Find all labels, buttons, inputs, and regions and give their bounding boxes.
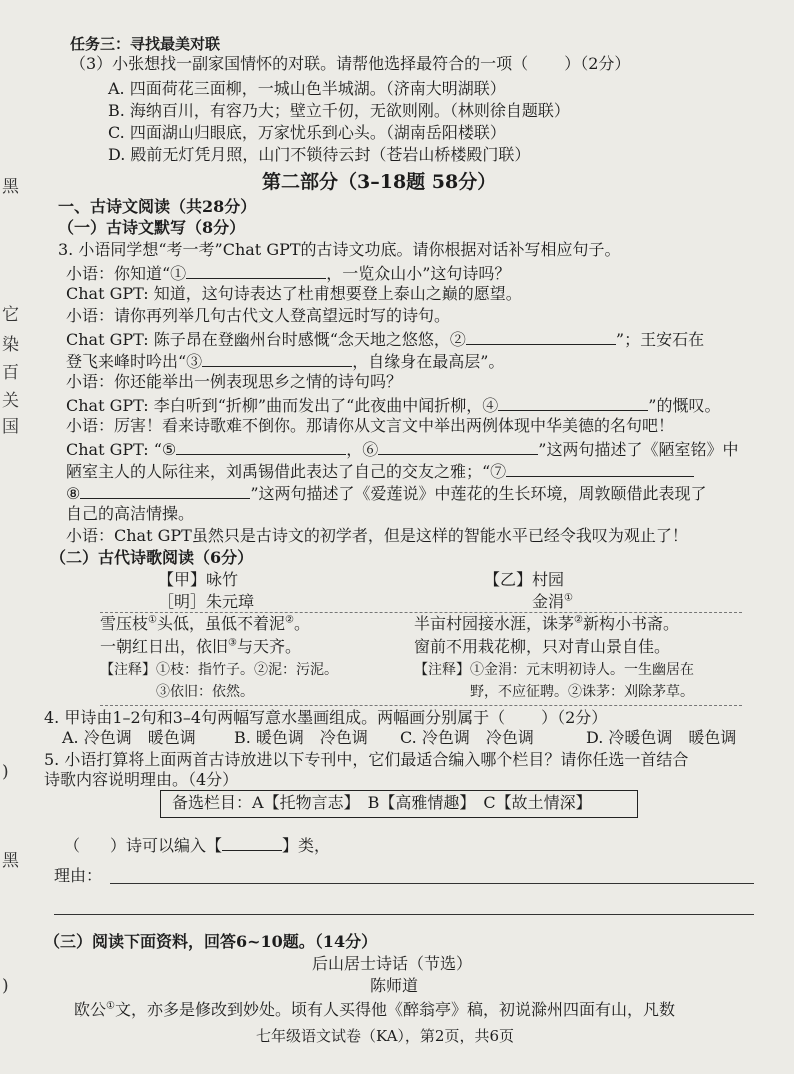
q5-fill-line: （ ）诗可以编入【 】类，	[64, 836, 331, 855]
passage-paragraph: 欧公①文，亦多是修改到妙处。顷有人买得他《醉翁亭》稿，初说滁州四面有山，凡数	[74, 1000, 675, 1019]
answer-line[interactable]	[54, 914, 754, 915]
section1-subtitle: （一）古诗文默写（8分）	[58, 218, 246, 237]
q4-stem: 4. 甲诗由1–2句和3–4句两幅写意水墨画组成。两幅画分别属于（ ）（2分）	[44, 708, 608, 727]
answer-blank-4[interactable]	[498, 394, 648, 411]
margin-char: 它	[2, 305, 19, 325]
q3-line: ⑧ ”这两句描述了《爱莲说》中莲花的生长环境，周敦颐借此表现了	[66, 484, 707, 503]
option-c: C. 四面湖山归眼底，万家忧乐到心头。（湖南岳阳楼联）	[108, 123, 506, 142]
section3-title: （三）阅读下面资料，回答6~10题。（14分）	[44, 932, 378, 951]
category-list: 备选栏目：A【托物言志】 B【高雅情趣】 C【故土情深】	[172, 793, 592, 812]
answer-line[interactable]	[110, 883, 754, 884]
option-d: D. 殿前无灯凭月照，山门不锁待云封（苍岩山桥楼殿门联）	[108, 145, 531, 164]
option-a: A. 四面荷花三面柳，一城山色半城湖。（济南大明湖联）	[108, 79, 506, 98]
poem-b-author: 金涓①	[532, 592, 573, 611]
q3-line: Chat GPT: 陈子昂在登幽州台时感慨“念天地之悠悠，② ”；王安石在	[66, 330, 705, 349]
q4-option-c: C. 冷色调 冷色调	[400, 728, 534, 747]
answer-blank-3[interactable]	[202, 350, 352, 367]
q3-line: Chat GPT: 李白听到“折柳”曲而发出了“此夜曲中闻折柳，④ ”的慨叹。	[66, 396, 721, 415]
poem-b-note: 【注释】①金涓：元末明初诗人。一生幽居在	[414, 662, 694, 678]
passage-title: 后山居士诗话（节选）	[312, 954, 473, 973]
reason-label: 理由：	[54, 866, 103, 885]
poem-a-title: 【甲】咏竹	[158, 570, 239, 589]
margin-char: 关	[2, 391, 19, 411]
q3-line: 小语：Chat GPT虽然只是古诗文的初学者，但是这样的智能水平已经令我叹为观止了！	[66, 526, 688, 545]
q3-line: 小语：厉害！看来诗歌难不倒你。那请你从文言文中举出两例体现中华美德的名句吧！	[66, 416, 675, 435]
poem-a-line1: 雪压枝①头低，虽低不着泥②。	[100, 614, 310, 633]
category-blank[interactable]	[222, 834, 282, 851]
answer-blank-7[interactable]	[506, 460, 694, 477]
margin-char: 黑	[2, 177, 19, 197]
poem-a-note: ③依旧：依然。	[156, 684, 254, 700]
q3-line: Chat GPT: “⑤ ，⑥ ”这两句描述了《陋室铭》中	[66, 440, 739, 459]
q3-line: 小语：你知道“① ，一览众山小”这句诗吗？	[66, 264, 511, 283]
poem-b-title: 【乙】村园	[484, 570, 565, 589]
margin-char: )	[2, 762, 9, 782]
passage-author: 陈师道	[370, 976, 419, 995]
page-footer: 七年级语文试卷（KA），第2页，共6页	[256, 1027, 515, 1045]
margin-char: 国	[2, 417, 19, 437]
task3-heading: 任务三：寻找最美对联	[70, 35, 221, 53]
q3-line: 小语：请你再列举几句古代文人登高望远时写的诗句。	[66, 306, 451, 325]
margin-char: 百	[2, 363, 19, 383]
poem-a-line2: 一朝红日出，依旧③与天齐。	[100, 637, 301, 656]
task3-question: （3）小张想找一副家国情怀的对联。请帮他选择最符合的一项（ ）（2分）	[70, 54, 631, 73]
answer-blank-1[interactable]	[186, 262, 326, 279]
poem-a-author: ［明］朱元璋	[158, 592, 255, 611]
poem-b-line2: 窗前不用栽花柳，只对青山景自佳。	[414, 637, 671, 656]
q5-line: 5. 小语打算将上面两首古诗放进以下专刊中，它们最适合编入哪个栏目？请你任选一首结合	[44, 750, 689, 769]
q3-line: 陋室主人的人际往来，刘禹锡借此表达了自己的交友之雅；“⑦	[66, 460, 694, 482]
poem-b-note: 野，不应征聘。②诛茅：刈除茅草。	[470, 684, 694, 700]
section2-title: （二）古代诗歌阅读（6分）	[50, 548, 254, 567]
q3-intro: 3. 小语同学想“考一考”Chat GPT的古诗文功底。请你根据对话补写相应句子。	[58, 240, 621, 259]
q4-option-b: B. 暖色调 冷色调	[234, 728, 368, 747]
poem-a-note: 【注释】①枝：指竹子。②泥：污泥。	[100, 662, 338, 678]
q5-line: 诗歌内容说明理由。（4分）	[44, 770, 239, 789]
q4-option-a: A. 冷色调 暖色调	[62, 728, 196, 747]
q3-line: 小语：你还能举出一例表现思乡之情的诗句吗？	[66, 372, 403, 391]
margin-char: 染	[2, 335, 19, 355]
margin-char: 黑	[2, 851, 19, 871]
answer-blank-6[interactable]	[378, 438, 538, 455]
q3-line: Chat GPT: 知道，这句诗表达了杜甫想要登上泰山之巅的愿望。	[66, 284, 522, 303]
answer-blank-8[interactable]	[80, 482, 250, 499]
part2-title: 第二部分（3–18题 58分）	[262, 171, 497, 193]
answer-blank-5[interactable]	[176, 438, 346, 455]
answer-blank-2[interactable]	[466, 328, 616, 345]
option-b: B. 海纳百川，有容乃大；壁立千仞，无欲则刚。（林则徐自题联）	[108, 101, 570, 120]
section1-title: 一、古诗文阅读（共28分）	[58, 197, 257, 216]
margin-char: )	[2, 976, 9, 996]
q4-option-d: D. 冷暖色调 暖色调	[586, 728, 737, 747]
q3-line: 登飞来峰时吟出“③ ，自缘身在最高层”。	[66, 352, 505, 371]
poem-b-line1: 半亩村园接水涯，诛茅②新构小书斋。	[414, 614, 679, 633]
q3-line: 自己的高洁情操。	[66, 504, 195, 523]
